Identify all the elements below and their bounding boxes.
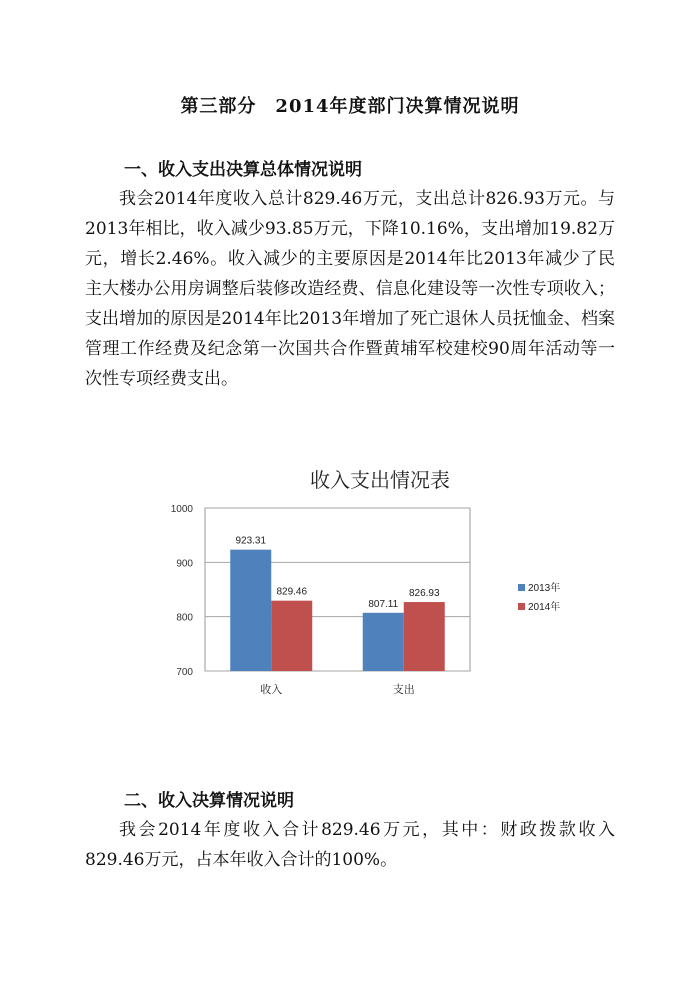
y-tick-label: 800 [176,612,193,624]
legend-swatch [518,603,525,610]
y-tick-label: 700 [176,667,193,678]
section-paragraph-2: 我会2014年度收入合计829.46万元，其中：财政拨款收入829.46万元，占本年收入合计的100%。 [85,820,615,870]
section-heading-1: 一、收入支出决算总体情况说明 [124,160,362,180]
data-label: 923.31 [235,535,267,547]
data-label: 807.11 [368,598,399,610]
legend-swatch [518,584,525,591]
y-tick-label: 900 [176,558,193,570]
legend-label: 2014年 [528,602,561,613]
x-tick-label: 支出 [392,684,415,696]
chart-title: 收入支出情况表 [310,470,450,492]
income-expense-chart [130,455,590,705]
y-tick-label: 1000 [170,504,193,515]
page-title: 第三部分 2014年度部门决算情况说明 [180,96,520,117]
section-heading-2: 二、收入决算情况说明 [124,791,294,811]
data-label: 826.93 [408,588,440,600]
legend-label: 2013年 [528,583,561,594]
bar-1-0 [363,613,404,671]
bar-0-0 [230,550,271,671]
x-tick-label: 收入 [260,684,283,696]
bar-0-1 [271,601,312,671]
chart-svg [130,455,590,705]
data-label: 829.46 [276,586,308,598]
section-paragraph-1: 我会2014年度收入总计829.46万元，支出总计826.93万元。与2013年相比，收入减少93.85万元，下降10.16%，支出增加19.82万元，增长2.46%。收入减少的主要原因是2014年比2013年减少了民主大楼办公用房调整后装修改造经费、信息化建设等一次性专项收入；支出增加的原因是2014年比2013年增加了死亡退休人员抚恤金、档案管理工作经费及纪念第一次国共合作暨黄埔军校建校90周年活动等一次性专项经费支出。 [85,189,615,389]
bar-1-1 [404,602,445,671]
